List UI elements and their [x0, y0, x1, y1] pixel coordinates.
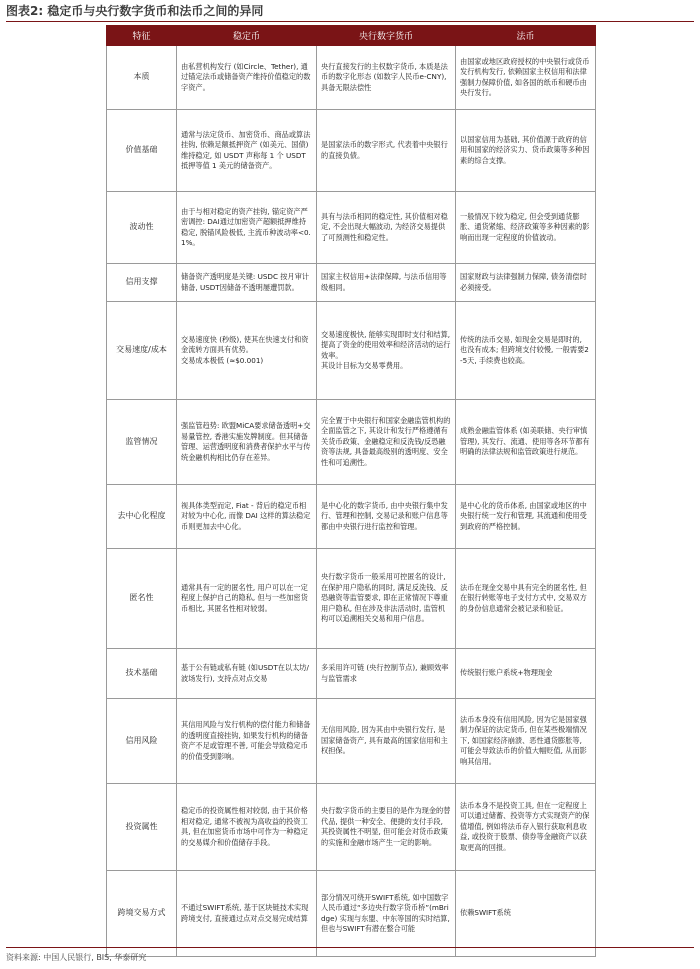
table-row: [107, 302, 596, 400]
table-row: [107, 649, 596, 699]
row-feature: 技术基础: [107, 649, 177, 699]
cell-cbdc: 具有与法币相同的稳定性, 其价值相对稳定, 不会出现大幅波动, 为经济交易提供了可预测性和稳定性。: [317, 192, 456, 264]
header-fiat: 法币: [456, 26, 596, 46]
cell-fiat: 一般情况下较为稳定, 但会受到通货膨胀、通货紧缩、经济政策等多种因素的影响而出现一定程度的价值波动。: [456, 192, 596, 264]
cell-fiat: 传统银行账户系统+物理现金: [456, 649, 596, 699]
cell-stablecoin: 通常与法定货币、加密货币、商品或算法挂钩, 依赖足额抵押资产 (如美元、国债) 维持稳定, 如 USDT 声称每 1 个 USDT 抵押等值 1 美元的储备资产。: [177, 110, 317, 192]
cell-cbdc: 无信用风险, 因为其由中央银行发行, 是国家储备资产, 具有最高的国家信用和主权担保。: [317, 699, 456, 784]
cell-cbdc: 是中心化的数字货币, 由中央银行集中发行、管理和控制, 交易记录和账户信息等都由中央银行进行监控和管理。: [317, 485, 456, 549]
row-feature: 跨境交易方式: [107, 871, 177, 957]
cell-cbdc: 交易速度极快, 能够实现即时支付和结算, 提高了资金的使用效率和经济活动的运行效率。 其设计目标为交易零费用。: [317, 302, 456, 400]
row-feature: 投资属性: [107, 784, 177, 871]
cell-stablecoin: 由私营机构发行 (如Circle、Tether), 通过锚定法币或储备资产维持价值稳定的数字资产。: [177, 46, 317, 110]
cell-cbdc: 是国家法币的数字形式, 代表着中央银行的直接负债。: [317, 110, 456, 192]
table-row: [107, 485, 596, 549]
row-feature: 交易速度/成本: [107, 302, 177, 400]
table-row: [107, 264, 596, 302]
cell-fiat: 依赖SWIFT系统: [456, 871, 596, 957]
table-row: [107, 400, 596, 485]
cell-fiat: 由国家或地区政府授权的中央银行或货币发行机构发行, 依赖国家主权信用和法律强制力保障价值, 如各国的纸币和硬币由央行发行。: [456, 46, 596, 110]
figure-title: 图表2: 稳定币与央行数字货币和法币之间的异同: [6, 4, 264, 18]
cell-stablecoin: 储备资产透明度是关键: USDC 按月审计储备, USDT因储备不透明屡遭罚款。: [177, 264, 317, 302]
cell-cbdc: 多采用许可链 (央行控制节点), 兼顾效率与监管需求: [317, 649, 456, 699]
cell-stablecoin: 视具体类型而定, Fiat - 背后的稳定币相对较为中心化, 而像 DAI 这样的算法稳定币则更加去中心化。: [177, 485, 317, 549]
cell-fiat: 是中心化的货币体系, 由国家或地区的中央银行统一发行和管理, 其流通和使用受到政府的严格控制。: [456, 485, 596, 549]
table-row: [107, 192, 596, 264]
cell-cbdc: 央行数字货币一般采用可控匿名的设计, 在保护用户隐私的同时, 满足反洗钱、反恐融资等监管要求, 即在正常情况下尊重用户隐私, 但在涉及非法活动时, 监管机构可以追溯相关交易和用户信息。: [317, 549, 456, 649]
row-feature: 去中心化程度: [107, 485, 177, 549]
title-divider: [6, 21, 694, 22]
cell-fiat: 成熟金融监管体系 (如美联储、央行审慎管理), 其发行、流通、使用等各环节都有明确的法律法规和监管政策进行规范。: [456, 400, 596, 485]
row-feature: 信用支撑: [107, 264, 177, 302]
comparison-table: [106, 25, 596, 957]
cell-stablecoin: 通常具有一定的匿名性, 用户可以在一定程度上保护自己的隐私, 但与一些加密货币相比, 其匿名性相对较弱。: [177, 549, 317, 649]
cell-stablecoin: 由于与相对稳定的资产挂钩, 锚定资产严密调控: DAI通过加密资产超额抵押维持稳定, 脱锚风险极低, 主流币种波动率<0.1%。: [177, 192, 317, 264]
row-feature: 本质: [107, 46, 177, 110]
cell-cbdc: 国家主权信用+法律保障, 与法币信用等级相同。: [317, 264, 456, 302]
cell-fiat: 法币在现金交易中具有完全的匿名性, 但在银行转账等电子支付方式中, 交易双方的身份信息通常会被记录和验证。: [456, 549, 596, 649]
header-feature: 特征: [107, 26, 177, 46]
table-row: [107, 549, 596, 649]
table-row: [107, 699, 596, 784]
cell-cbdc: 央行数字货币的主要目的是作为现金的替代品, 提供一种安全、便捷的支付手段, 其投资属性不明显, 但可能会对货币政策的实施和金融市场产生一定的影响。: [317, 784, 456, 871]
table-row: [107, 784, 596, 871]
cell-fiat: 法币本身没有信用风险, 因为它是国家强制力保证的法定货币, 但在某些极端情况下, 如国家经济崩溃、恶性通货膨胀等, 可能会导致法币的价值大幅贬值, 从而影响其信用。: [456, 699, 596, 784]
table-header-row: [107, 26, 596, 46]
row-feature: 价值基础: [107, 110, 177, 192]
source-note: 资料来源: 中国人民银行, BIS, 华泰研究: [6, 947, 694, 964]
row-feature: 波动性: [107, 192, 177, 264]
cell-stablecoin: 基于公有链或私有链 (如USDT在以太坊/波场发行), 支持点对点交易: [177, 649, 317, 699]
cell-fiat: 法币本身不是投资工具, 但在一定程度上可以通过储蓄、投资等方式实现资产的保值增值, 例如将法币存入银行获取利息收益, 或投资于股票、债券等金融资产以获取更高的回报。: [456, 784, 596, 871]
table-row: [107, 46, 596, 110]
table-row: [107, 110, 596, 192]
row-feature: 信用风险: [107, 699, 177, 784]
cell-stablecoin: 交易速度快 (秒级), 使其在快速支付和资金流转方面具有优势。 交易成本极低 (≈$0.001): [177, 302, 317, 400]
cell-stablecoin: 强监管趋势: 欧盟MiCA要求储备透明+交易量管控, 香港实施发牌制度。但其储备管理、运营透明度和消费者保护水平与传统金融机构相比仍存在差异。: [177, 400, 317, 485]
cell-stablecoin: 不通过SWIFT系统, 基于区块链技术实现跨境支付, 直接通过点对点交易完成结算: [177, 871, 317, 957]
cell-cbdc: 部分情况可绕开SWIFT系统, 如中国数字人民币通过“多边央行数字货币桥”(mBridge) 实现与东盟、中东等国的实时结算, 但也与SWIFT有潜在整合可能: [317, 871, 456, 957]
cell-stablecoin: 其信用风险与发行机构的偿付能力和储备的透明度直接挂钩, 如果发行机构的储备资产不足或管理不善, 可能会导致稳定币的价值受到影响。: [177, 699, 317, 784]
cell-fiat: 国家财政与法律强制力保障, 债务清偿时必须接受。: [456, 264, 596, 302]
cell-cbdc: 央行直接发行的主权数字货币, 本质是法币的数字化形态 (如数字人民币e-CNY), 具备无限法偿性: [317, 46, 456, 110]
row-feature: 监管情况: [107, 400, 177, 485]
row-feature: 匿名性: [107, 549, 177, 649]
header-stablecoin: 稳定币: [177, 26, 317, 46]
cell-fiat: 传统的法币交易, 如现金交易是即时的, 也没有成本; 但跨境支付较慢, 一般需要2-5天, 手续费也较高。: [456, 302, 596, 400]
cell-fiat: 以国家信用为基础, 其价值源于政府的信用和国家的经济实力、货币政策等多种因素的综合支撑。: [456, 110, 596, 192]
header-cbdc: 央行数字货币: [317, 26, 456, 46]
cell-cbdc: 完全置于中央银行和国家金融监管机构的全面监管之下, 其设计和发行严格遵循有关货币政策、金融稳定和反洗钱/反恐融资等法规, 具备最高级别的透明度、安全性和可追溯性。: [317, 400, 456, 485]
cell-stablecoin: 稳定币的投资属性相对较弱, 由于其价格相对稳定, 通常不被视为高收益的投资工具, 但在加密货币市场中可作为一种稳定的交易媒介和价值储存手段。: [177, 784, 317, 871]
table-row: [107, 871, 596, 957]
